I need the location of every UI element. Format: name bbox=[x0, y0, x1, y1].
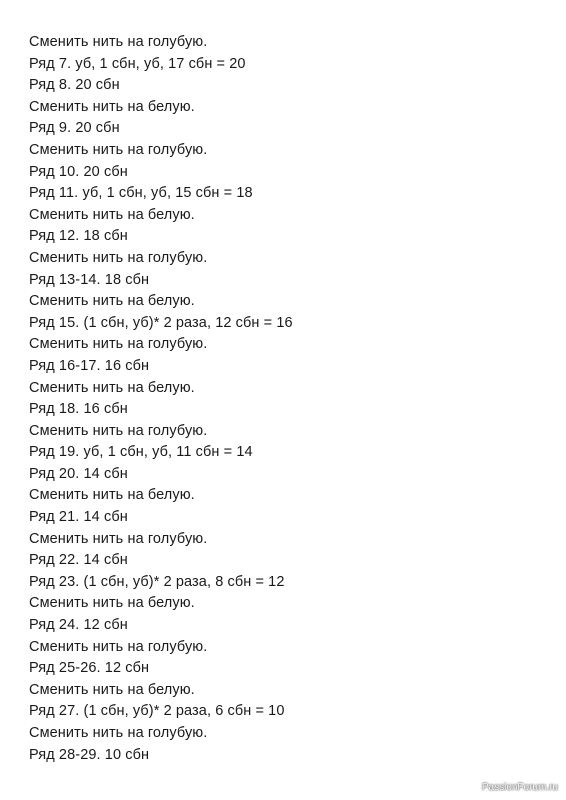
instruction-line: Ряд 10. 20 сбн bbox=[29, 163, 128, 180]
instruction-line: Ряд 19. уб, 1 сбн, уб, 11 сбн = 14 bbox=[29, 444, 253, 461]
instruction-line: Ряд 28-29. 10 сбн bbox=[29, 746, 150, 763]
instruction-line: Сменить нить на голубую. bbox=[29, 336, 208, 353]
instruction-line: Сменить нить на голубую. bbox=[29, 422, 208, 439]
instruction-line: Ряд 20. 14 сбн bbox=[29, 465, 128, 482]
instruction-line: Сменить нить на белую. bbox=[29, 681, 195, 698]
instruction-line: Сменить нить на белую. bbox=[29, 206, 195, 223]
instruction-line: Ряд 12. 18 сбн bbox=[29, 228, 128, 245]
instruction-line: Ряд 9. 20 сбн bbox=[29, 120, 120, 137]
instruction-line: Ряд 25-26. 12 сбн bbox=[29, 660, 150, 677]
instruction-line: Ряд 18. 16 сбн bbox=[29, 401, 128, 418]
instruction-line: Ряд 24. 12 сбн bbox=[29, 617, 128, 634]
instruction-line: Сменить нить на голубую. bbox=[29, 530, 208, 547]
instruction-line: Ряд 15. (1 сбн, уб)* 2 раза, 12 сбн = 16 bbox=[29, 314, 293, 331]
instruction-line: Ряд 8. 20 сбн bbox=[29, 77, 120, 94]
instruction-line: Сменить нить на белую. bbox=[29, 98, 195, 115]
watermark: PassionForum.ru bbox=[481, 782, 558, 793]
instruction-line: Сменить нить на белую. bbox=[29, 487, 195, 504]
instruction-line: Ряд 7. уб, 1 сбн, уб, 17 сбн = 20 bbox=[29, 55, 246, 72]
instruction-line: Сменить нить на голубую. bbox=[29, 249, 208, 266]
pattern-instructions bbox=[29, 32, 293, 766]
instruction-line: Ряд 27. (1 сбн, уб)* 2 раза, 6 сбн = 10 bbox=[29, 703, 285, 720]
instruction-line: Ряд 16-17. 16 сбн bbox=[29, 357, 150, 374]
instruction-line: Сменить нить на голубую. bbox=[29, 725, 208, 741]
instruction-line: Ряд 13-14. 18 сбн bbox=[29, 271, 150, 288]
instruction-line: Сменить нить на голубую. bbox=[29, 34, 208, 50]
instruction-line: Сменить нить на белую. bbox=[29, 293, 195, 310]
instruction-line: Сменить нить на голубую. bbox=[29, 638, 208, 655]
instruction-line: Ряд 23. (1 сбн, уб)* 2 раза, 8 сбн = 12 bbox=[29, 573, 285, 590]
instruction-line: Ряд 11. уб, 1 сбн, уб, 15 сбн = 18 bbox=[29, 185, 253, 202]
instruction-line: Сменить нить на белую. bbox=[29, 379, 195, 396]
instruction-line: Сменить нить на белую. bbox=[29, 595, 195, 612]
instruction-line: Ряд 21. 14 сбн bbox=[29, 509, 128, 526]
instruction-line: Ряд 22. 14 сбн bbox=[29, 552, 128, 569]
instruction-line: Сменить нить на голубую. bbox=[29, 141, 208, 158]
